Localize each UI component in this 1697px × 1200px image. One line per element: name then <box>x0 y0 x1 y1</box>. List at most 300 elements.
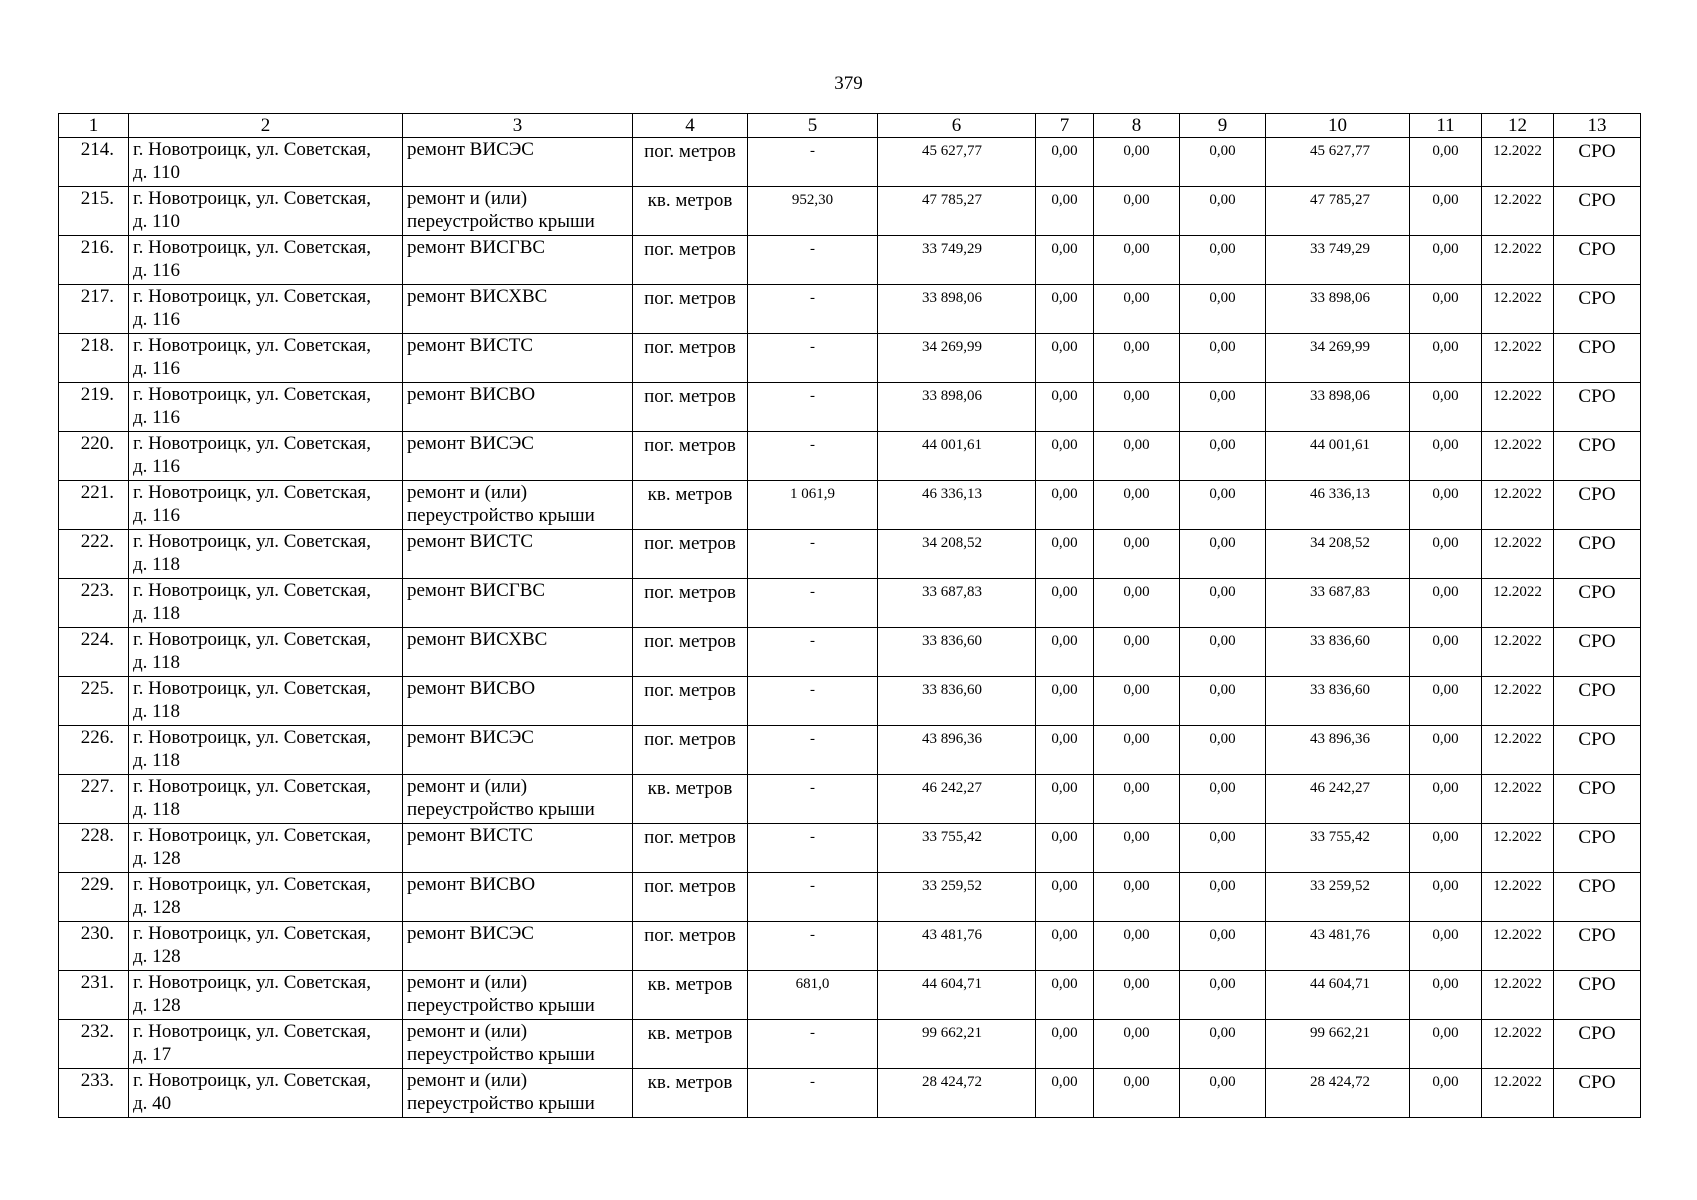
row-number-cell: 215. <box>59 187 129 236</box>
table-row <box>59 726 1641 775</box>
value-col11-cell: 0,00 <box>1410 726 1482 775</box>
value-col11-cell: 0,00 <box>1410 922 1482 971</box>
unit-cell: пог. метров <box>633 579 748 628</box>
unit-cell: пог. метров <box>633 383 748 432</box>
address-cell <box>129 481 403 530</box>
value-col7-cell: 0,00 <box>1036 481 1094 530</box>
value-col11-cell: 0,00 <box>1410 873 1482 922</box>
executor-cell: СРО <box>1554 922 1641 971</box>
work-type-line-2: переустройство крыши <box>407 995 595 1016</box>
value-col11-cell: 0,00 <box>1410 677 1482 726</box>
cost-cell: 28 424,72 <box>878 1069 1036 1118</box>
unit-cell: пог. метров <box>633 285 748 334</box>
cost-cell: 33 836,60 <box>878 677 1036 726</box>
value-col11-cell: 0,00 <box>1410 775 1482 824</box>
column-header: 4 <box>633 114 748 138</box>
value-col10-cell: 33 836,60 <box>1266 677 1410 726</box>
address-cell <box>129 922 403 971</box>
address-cell <box>129 138 403 187</box>
address-line-street: г. Новотроицк, ул. Советская, <box>133 384 372 405</box>
address-line-street: г. Новотроицк, ул. Советская, <box>133 629 372 650</box>
value-col11-cell: 0,00 <box>1410 432 1482 481</box>
address-line-street: г. Новотроицк, ул. Советская, <box>133 433 372 454</box>
table-row <box>59 579 1641 628</box>
address-cell <box>129 187 403 236</box>
table-row <box>59 1020 1641 1069</box>
unit-cell: кв. метров <box>633 481 748 530</box>
work-type-line-1: ремонт ВИСГВС <box>407 237 546 258</box>
row-number-cell: 227. <box>59 775 129 824</box>
address-cell <box>129 677 403 726</box>
cost-cell: 34 269,99 <box>878 334 1036 383</box>
cost-cell: 33 898,06 <box>878 285 1036 334</box>
column-header: 12 <box>1482 114 1554 138</box>
table-row <box>59 236 1641 285</box>
work-type-line-2: переустройство крыши <box>407 505 595 526</box>
quantity-cell: - <box>748 1069 878 1118</box>
work-type-line-1: ремонт и (или) <box>407 482 528 503</box>
completion-date-cell: 12.2022 <box>1482 383 1554 432</box>
value-col8-cell: 0,00 <box>1094 726 1180 775</box>
value-col9-cell: 0,00 <box>1180 236 1266 285</box>
work-type-line-1: ремонт ВИСВО <box>407 384 536 405</box>
row-number-cell: 231. <box>59 971 129 1020</box>
row-number-cell: 228. <box>59 824 129 873</box>
table-row <box>59 775 1641 824</box>
work-type-line-1: ремонт ВИСТС <box>407 825 534 846</box>
address-cell <box>129 383 403 432</box>
address-line-street: г. Новотроицк, ул. Советская, <box>133 776 372 797</box>
work-type-cell <box>403 628 633 677</box>
table-row <box>59 922 1641 971</box>
work-type-line-1: ремонт ВИСТС <box>407 531 534 552</box>
row-number-cell: 224. <box>59 628 129 677</box>
work-type-cell <box>403 187 633 236</box>
row-number-cell: 222. <box>59 530 129 579</box>
column-header: 7 <box>1036 114 1094 138</box>
value-col11-cell: 0,00 <box>1410 334 1482 383</box>
address-line-street: г. Новотроицк, ул. Советская, <box>133 727 372 748</box>
row-number-cell: 229. <box>59 873 129 922</box>
quantity-cell: - <box>748 922 878 971</box>
value-col10-cell: 99 662,21 <box>1266 1020 1410 1069</box>
table-row <box>59 873 1641 922</box>
value-col9-cell: 0,00 <box>1180 530 1266 579</box>
work-type-line-2: переустройство крыши <box>407 211 595 232</box>
address-line-street: г. Новотроицк, ул. Советская, <box>133 678 372 699</box>
quantity-cell: - <box>748 432 878 481</box>
unit-cell: пог. метров <box>633 236 748 285</box>
executor-cell: СРО <box>1554 432 1641 481</box>
value-col10-cell: 33 898,06 <box>1266 383 1410 432</box>
address-line-street: г. Новотроицк, ул. Советская, <box>133 972 372 993</box>
work-type-line-1: ремонт ВИСТС <box>407 335 534 356</box>
column-header: 5 <box>748 114 878 138</box>
unit-cell: пог. метров <box>633 922 748 971</box>
value-col7-cell: 0,00 <box>1036 334 1094 383</box>
unit-cell: пог. метров <box>633 432 748 481</box>
table-row <box>59 971 1641 1020</box>
quantity-cell: - <box>748 873 878 922</box>
value-col11-cell: 0,00 <box>1410 187 1482 236</box>
address-line-house: д. 118 <box>133 750 180 771</box>
address-cell <box>129 236 403 285</box>
address-line-house: д. 128 <box>133 946 181 967</box>
address-cell <box>129 530 403 579</box>
address-cell <box>129 628 403 677</box>
address-cell <box>129 1069 403 1118</box>
row-number-cell: 221. <box>59 481 129 530</box>
row-number-cell: 216. <box>59 236 129 285</box>
completion-date-cell: 12.2022 <box>1482 187 1554 236</box>
work-type-cell <box>403 873 633 922</box>
value-col10-cell: 33 836,60 <box>1266 628 1410 677</box>
completion-date-cell: 12.2022 <box>1482 971 1554 1020</box>
quantity-cell: - <box>748 285 878 334</box>
value-col8-cell: 0,00 <box>1094 285 1180 334</box>
value-col9-cell: 0,00 <box>1180 775 1266 824</box>
work-type-line-1: ремонт ВИСЭС <box>407 923 534 944</box>
cost-cell: 33 898,06 <box>878 383 1036 432</box>
executor-cell: СРО <box>1554 530 1641 579</box>
value-col7-cell: 0,00 <box>1036 873 1094 922</box>
row-number-cell: 232. <box>59 1020 129 1069</box>
value-col10-cell: 43 896,36 <box>1266 726 1410 775</box>
unit-cell: пог. метров <box>633 677 748 726</box>
value-col9-cell: 0,00 <box>1180 285 1266 334</box>
value-col8-cell: 0,00 <box>1094 334 1180 383</box>
address-line-street: г. Новотроицк, ул. Советская, <box>133 237 372 258</box>
work-type-line-1: ремонт и (или) <box>407 1070 528 1091</box>
row-number-cell: 217. <box>59 285 129 334</box>
unit-cell: кв. метров <box>633 187 748 236</box>
address-line-house: д. 116 <box>133 456 180 477</box>
completion-date-cell: 12.2022 <box>1482 285 1554 334</box>
row-number-cell: 225. <box>59 677 129 726</box>
unit-cell: пог. метров <box>633 334 748 383</box>
work-type-cell <box>403 824 633 873</box>
executor-cell: СРО <box>1554 481 1641 530</box>
executor-cell: СРО <box>1554 285 1641 334</box>
value-col7-cell: 0,00 <box>1036 236 1094 285</box>
address-line-street: г. Новотроицк, ул. Советская, <box>133 286 372 307</box>
completion-date-cell: 12.2022 <box>1482 873 1554 922</box>
value-col11-cell: 0,00 <box>1410 824 1482 873</box>
address-cell <box>129 775 403 824</box>
address-line-street: г. Новотроицк, ул. Советская, <box>133 1021 372 1042</box>
value-col9-cell: 0,00 <box>1180 873 1266 922</box>
value-col10-cell: 45 627,77 <box>1266 138 1410 187</box>
completion-date-cell: 12.2022 <box>1482 1020 1554 1069</box>
value-col11-cell: 0,00 <box>1410 530 1482 579</box>
table-row <box>59 187 1641 236</box>
address-line-street: г. Новотроицк, ул. Советская, <box>133 580 372 601</box>
address-cell <box>129 432 403 481</box>
value-col7-cell: 0,00 <box>1036 824 1094 873</box>
address-line-house: д. 118 <box>133 554 180 575</box>
row-number-cell: 219. <box>59 383 129 432</box>
unit-cell: кв. метров <box>633 1020 748 1069</box>
executor-cell: СРО <box>1554 775 1641 824</box>
work-type-line-1: ремонт ВИСЭС <box>407 433 534 454</box>
value-col8-cell: 0,00 <box>1094 481 1180 530</box>
value-col11-cell: 0,00 <box>1410 236 1482 285</box>
quantity-cell: 952,30 <box>748 187 878 236</box>
table-row <box>59 1069 1641 1118</box>
quantity-cell: - <box>748 530 878 579</box>
work-type-cell <box>403 922 633 971</box>
table-row <box>59 383 1641 432</box>
work-type-line-1: ремонт ВИСВО <box>407 678 536 699</box>
completion-date-cell: 12.2022 <box>1482 530 1554 579</box>
completion-date-cell: 12.2022 <box>1482 432 1554 481</box>
value-col9-cell: 0,00 <box>1180 1020 1266 1069</box>
unit-cell: кв. метров <box>633 775 748 824</box>
value-col10-cell: 33 898,06 <box>1266 285 1410 334</box>
value-col9-cell: 0,00 <box>1180 334 1266 383</box>
cost-cell: 33 259,52 <box>878 873 1036 922</box>
work-type-cell <box>403 775 633 824</box>
work-type-cell <box>403 383 633 432</box>
address-line-house: д. 116 <box>133 309 180 330</box>
cost-cell: 33 755,42 <box>878 824 1036 873</box>
quantity-cell: - <box>748 775 878 824</box>
value-col10-cell: 28 424,72 <box>1266 1069 1410 1118</box>
address-line-house: д. 118 <box>133 799 180 820</box>
quantity-cell: - <box>748 824 878 873</box>
header-row <box>59 114 1641 138</box>
value-col7-cell: 0,00 <box>1036 285 1094 334</box>
column-header: 9 <box>1180 114 1266 138</box>
value-col9-cell: 0,00 <box>1180 383 1266 432</box>
table-row <box>59 481 1641 530</box>
address-line-house: д. 110 <box>133 211 180 232</box>
column-header: 1 <box>59 114 129 138</box>
value-col10-cell: 44 604,71 <box>1266 971 1410 1020</box>
value-col11-cell: 0,00 <box>1410 579 1482 628</box>
address-line-street: г. Новотроицк, ул. Советская, <box>133 335 372 356</box>
executor-cell: СРО <box>1554 726 1641 775</box>
value-col8-cell: 0,00 <box>1094 677 1180 726</box>
address-line-house: д. 118 <box>133 652 180 673</box>
quantity-cell: - <box>748 726 878 775</box>
value-col8-cell: 0,00 <box>1094 138 1180 187</box>
cost-cell: 99 662,21 <box>878 1020 1036 1069</box>
column-header: 3 <box>403 114 633 138</box>
address-cell <box>129 334 403 383</box>
value-col7-cell: 0,00 <box>1036 971 1094 1020</box>
table-row <box>59 432 1641 481</box>
unit-cell: пог. метров <box>633 628 748 677</box>
work-type-line-1: ремонт ВИСХВС <box>407 629 548 650</box>
executor-cell: СРО <box>1554 187 1641 236</box>
work-type-cell <box>403 1020 633 1069</box>
executor-cell: СРО <box>1554 873 1641 922</box>
value-col8-cell: 0,00 <box>1094 383 1180 432</box>
value-col11-cell: 0,00 <box>1410 971 1482 1020</box>
value-col9-cell: 0,00 <box>1180 1069 1266 1118</box>
row-number-cell: 214. <box>59 138 129 187</box>
completion-date-cell: 12.2022 <box>1482 334 1554 383</box>
value-col9-cell: 0,00 <box>1180 432 1266 481</box>
address-cell <box>129 285 403 334</box>
unit-cell: пог. метров <box>633 138 748 187</box>
executor-cell: СРО <box>1554 383 1641 432</box>
address-cell <box>129 579 403 628</box>
cost-cell: 46 336,13 <box>878 481 1036 530</box>
column-header: 10 <box>1266 114 1410 138</box>
work-type-cell <box>403 334 633 383</box>
address-cell <box>129 873 403 922</box>
value-col10-cell: 46 336,13 <box>1266 481 1410 530</box>
executor-cell: СРО <box>1554 138 1641 187</box>
work-type-cell <box>403 579 633 628</box>
value-col10-cell: 33 755,42 <box>1266 824 1410 873</box>
value-col11-cell: 0,00 <box>1410 1020 1482 1069</box>
work-type-cell <box>403 138 633 187</box>
value-col7-cell: 0,00 <box>1036 138 1094 187</box>
work-type-cell <box>403 285 633 334</box>
unit-cell: кв. метров <box>633 971 748 1020</box>
value-col7-cell: 0,00 <box>1036 579 1094 628</box>
value-col10-cell: 33 749,29 <box>1266 236 1410 285</box>
completion-date-cell: 12.2022 <box>1482 775 1554 824</box>
value-col7-cell: 0,00 <box>1036 530 1094 579</box>
value-col8-cell: 0,00 <box>1094 971 1180 1020</box>
capital-repair-table <box>58 113 1641 1118</box>
address-line-house: д. 128 <box>133 995 181 1016</box>
value-col11-cell: 0,00 <box>1410 383 1482 432</box>
value-col9-cell: 0,00 <box>1180 824 1266 873</box>
address-line-house: д. 118 <box>133 603 180 624</box>
unit-cell: пог. метров <box>633 824 748 873</box>
cost-cell: 45 627,77 <box>878 138 1036 187</box>
quantity-cell: - <box>748 628 878 677</box>
value-col7-cell: 0,00 <box>1036 775 1094 824</box>
value-col7-cell: 0,00 <box>1036 677 1094 726</box>
executor-cell: СРО <box>1554 1069 1641 1118</box>
quantity-cell: - <box>748 579 878 628</box>
row-number-cell: 220. <box>59 432 129 481</box>
executor-cell: СРО <box>1554 334 1641 383</box>
value-col9-cell: 0,00 <box>1180 726 1266 775</box>
work-type-line-1: ремонт и (или) <box>407 776 528 797</box>
value-col9-cell: 0,00 <box>1180 628 1266 677</box>
work-type-line-1: ремонт ВИСЭС <box>407 139 534 160</box>
address-line-house: д. 116 <box>133 358 180 379</box>
value-col10-cell: 46 242,27 <box>1266 775 1410 824</box>
table-row <box>59 285 1641 334</box>
address-line-street: г. Новотроицк, ул. Советская, <box>133 923 372 944</box>
value-col10-cell: 33 687,83 <box>1266 579 1410 628</box>
table-row <box>59 138 1641 187</box>
address-line-street: г. Новотроицк, ул. Советская, <box>133 874 372 895</box>
address-line-street: г. Новотроицк, ул. Советская, <box>133 1070 372 1091</box>
row-number-cell: 233. <box>59 1069 129 1118</box>
row-number-cell: 223. <box>59 579 129 628</box>
table-row <box>59 334 1641 383</box>
value-col10-cell: 33 259,52 <box>1266 873 1410 922</box>
column-header: 2 <box>129 114 403 138</box>
work-type-cell <box>403 677 633 726</box>
completion-date-cell: 12.2022 <box>1482 1069 1554 1118</box>
work-type-line-1: ремонт и (или) <box>407 972 528 993</box>
value-col7-cell: 0,00 <box>1036 187 1094 236</box>
value-col8-cell: 0,00 <box>1094 236 1180 285</box>
work-type-cell <box>403 726 633 775</box>
executor-cell: СРО <box>1554 628 1641 677</box>
value-col7-cell: 0,00 <box>1036 726 1094 775</box>
work-type-cell <box>403 971 633 1020</box>
value-col11-cell: 0,00 <box>1410 481 1482 530</box>
value-col9-cell: 0,00 <box>1180 481 1266 530</box>
value-col7-cell: 0,00 <box>1036 1069 1094 1118</box>
value-col8-cell: 0,00 <box>1094 530 1180 579</box>
address-line-house: д. 116 <box>133 407 180 428</box>
value-col7-cell: 0,00 <box>1036 628 1094 677</box>
completion-date-cell: 12.2022 <box>1482 922 1554 971</box>
completion-date-cell: 12.2022 <box>1482 579 1554 628</box>
value-col8-cell: 0,00 <box>1094 824 1180 873</box>
quantity-cell: - <box>748 236 878 285</box>
completion-date-cell: 12.2022 <box>1482 236 1554 285</box>
completion-date-cell: 12.2022 <box>1482 824 1554 873</box>
work-type-line-2: переустройство крыши <box>407 1044 595 1065</box>
row-number-cell: 230. <box>59 922 129 971</box>
value-col9-cell: 0,00 <box>1180 579 1266 628</box>
quantity-cell: - <box>748 677 878 726</box>
work-type-line-1: ремонт и (или) <box>407 188 528 209</box>
work-type-line-2: переустройство крыши <box>407 1093 595 1114</box>
address-line-street: г. Новотроицк, ул. Советская, <box>133 482 372 503</box>
address-cell <box>129 726 403 775</box>
cost-cell: 44 604,71 <box>878 971 1036 1020</box>
address-line-street: г. Новотроицк, ул. Советская, <box>133 139 372 160</box>
address-line-house: д. 128 <box>133 897 181 918</box>
address-line-house: д. 17 <box>133 1044 172 1065</box>
executor-cell: СРО <box>1554 677 1641 726</box>
completion-date-cell: 12.2022 <box>1482 481 1554 530</box>
work-type-line-1: ремонт ВИСВО <box>407 874 536 895</box>
address-line-house: д. 116 <box>133 260 180 281</box>
address-cell <box>129 1020 403 1069</box>
cost-cell: 47 785,27 <box>878 187 1036 236</box>
cost-cell: 43 481,76 <box>878 922 1036 971</box>
column-header: 11 <box>1410 114 1482 138</box>
completion-date-cell: 12.2022 <box>1482 726 1554 775</box>
executor-cell: СРО <box>1554 971 1641 1020</box>
column-header: 13 <box>1554 114 1641 138</box>
value-col9-cell: 0,00 <box>1180 187 1266 236</box>
row-number-cell: 218. <box>59 334 129 383</box>
value-col8-cell: 0,00 <box>1094 1020 1180 1069</box>
value-col10-cell: 44 001,61 <box>1266 432 1410 481</box>
address-line-street: г. Новотроицк, ул. Советская, <box>133 531 372 552</box>
page-number: 379 <box>834 73 863 94</box>
quantity-cell: - <box>748 1020 878 1069</box>
quantity-cell: - <box>748 138 878 187</box>
value-col8-cell: 0,00 <box>1094 628 1180 677</box>
work-type-cell <box>403 432 633 481</box>
work-type-line-1: ремонт ВИСХВС <box>407 286 548 307</box>
value-col8-cell: 0,00 <box>1094 775 1180 824</box>
row-number-cell: 226. <box>59 726 129 775</box>
unit-cell: кв. метров <box>633 1069 748 1118</box>
value-col9-cell: 0,00 <box>1180 971 1266 1020</box>
work-type-cell <box>403 1069 633 1118</box>
value-col7-cell: 0,00 <box>1036 383 1094 432</box>
completion-date-cell: 12.2022 <box>1482 138 1554 187</box>
